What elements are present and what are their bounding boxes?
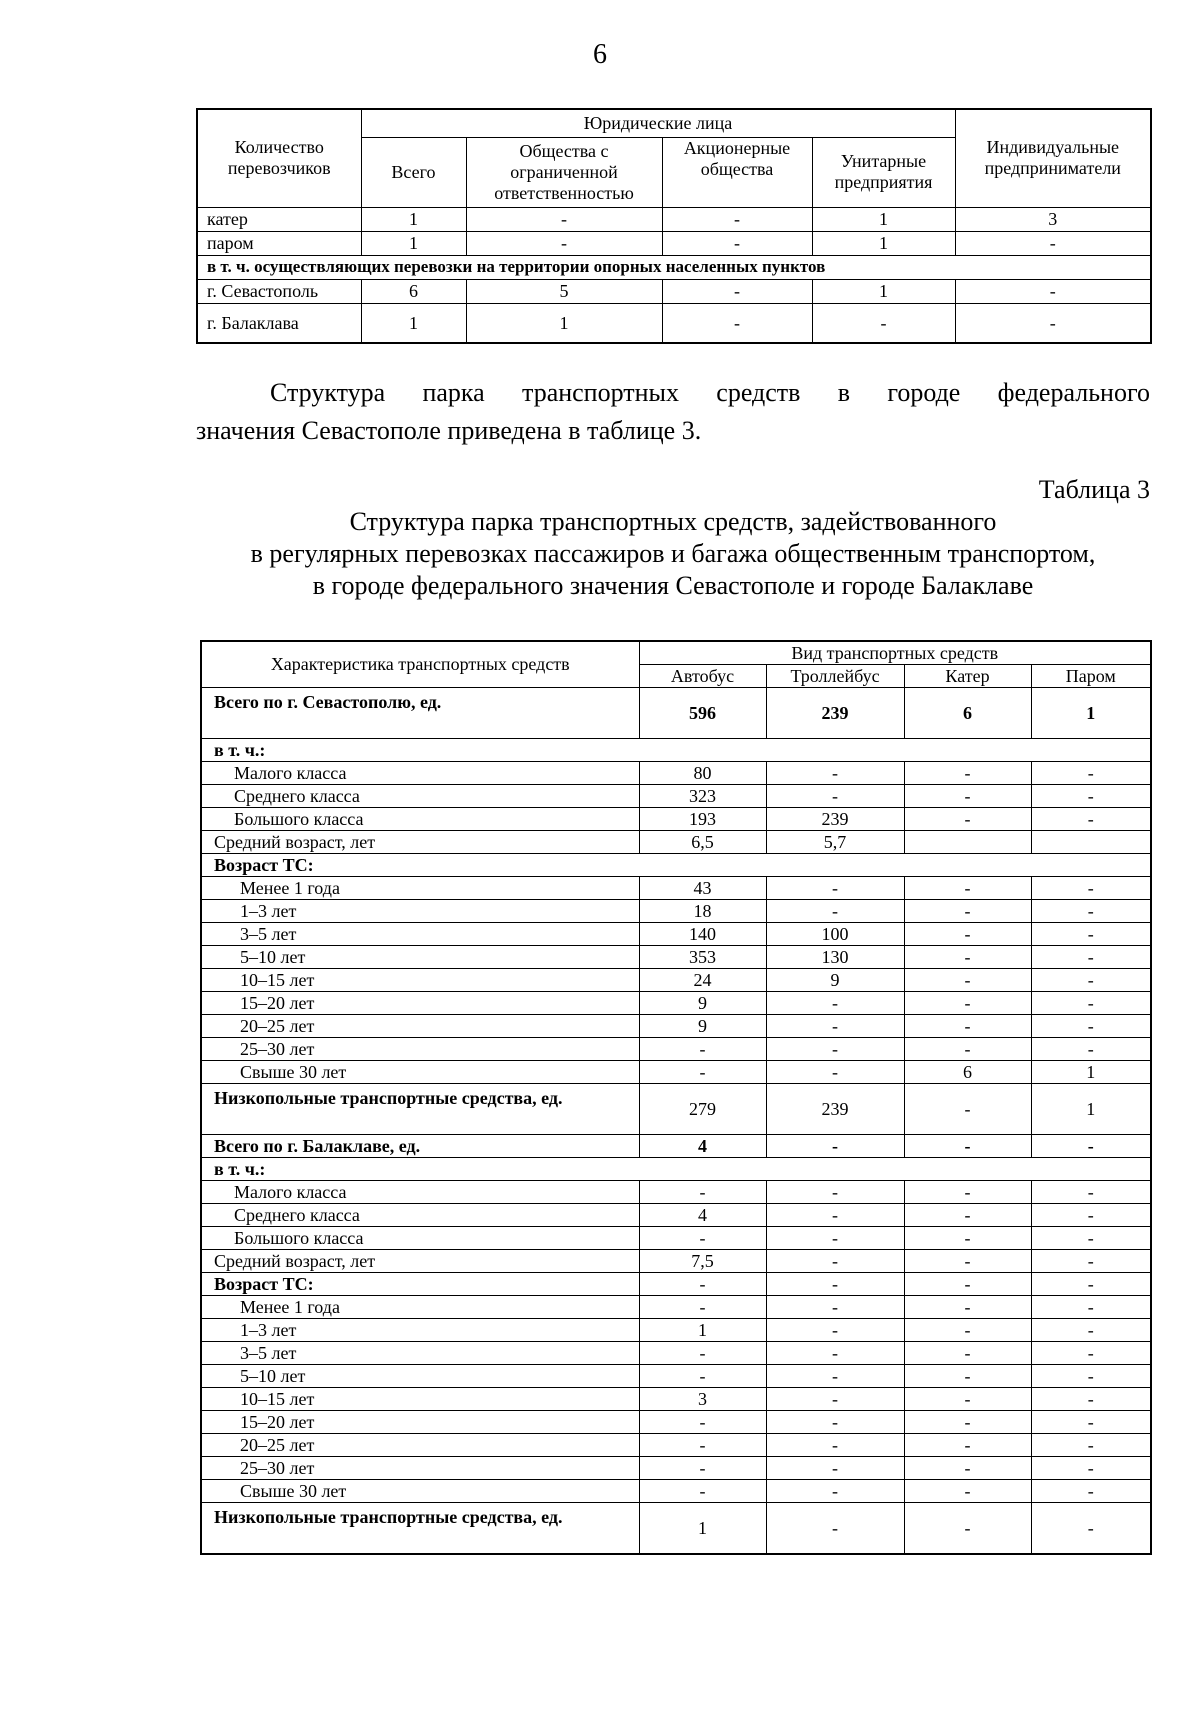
cell-boat: -	[904, 900, 1031, 923]
cell-boat: -	[904, 1296, 1031, 1319]
header-llc: Общества с ограниченной ответственностью	[466, 137, 662, 207]
table-row	[201, 1038, 1151, 1061]
row-label: 20–25 лет	[201, 1434, 639, 1457]
table-title-line-1: Структура парка транспортных средств, задействованного	[349, 507, 997, 536]
cell-trolleybus: 9	[766, 969, 904, 992]
cell-bus: -	[639, 1227, 766, 1250]
table-row	[201, 923, 1151, 946]
cell-trolleybus: -	[766, 762, 904, 785]
table-row	[201, 877, 1151, 900]
cell-trolleybus: -	[766, 877, 904, 900]
cell-bus: -	[639, 1273, 766, 1296]
row-label: 3–5 лет	[201, 1342, 639, 1365]
cell-jsc: -	[662, 207, 812, 231]
cell-boat: -	[904, 1388, 1031, 1411]
cell-trolleybus: -	[766, 1296, 904, 1319]
header-unitary: Унитарные предприятия	[812, 137, 955, 207]
cell-trolleybus: -	[766, 1388, 904, 1411]
span-row-label: в т. ч. осуществляющих перевозки на территории опорных населенных пунктов	[197, 255, 1151, 279]
table-row	[201, 1457, 1151, 1480]
row-label: Возраст ТС:	[201, 1273, 639, 1296]
cell-bus: -	[639, 1061, 766, 1084]
header-carriers-count: Количество перевозчиков	[197, 109, 361, 207]
cell-ferry: -	[1031, 1457, 1151, 1480]
cell-total: 1	[361, 303, 466, 343]
intro-paragraph	[196, 374, 1150, 450]
cell-total: 1	[361, 231, 466, 255]
cell-trolleybus: 239	[766, 1084, 904, 1135]
cell-ferry: -	[1031, 1273, 1151, 1296]
table-row	[201, 946, 1151, 969]
cell-total: 1	[361, 207, 466, 231]
cell-bus: 1	[639, 1503, 766, 1555]
cell-individual: -	[955, 303, 1151, 343]
cell-ferry: -	[1031, 1250, 1151, 1273]
cell-trolleybus: -	[766, 1250, 904, 1273]
cell-ferry: -	[1031, 1204, 1151, 1227]
table-title-line-3: в городе федерального значения Севастополе и городе Балаклаве	[312, 571, 1034, 600]
row-label: 25–30 лет	[201, 1457, 639, 1480]
cell-ferry: -	[1031, 1015, 1151, 1038]
cell-bus: 1	[639, 1319, 766, 1342]
cell-boat: -	[904, 785, 1031, 808]
cell-bus: -	[639, 1457, 766, 1480]
table-row	[201, 1319, 1151, 1342]
cell-trolleybus: 239	[766, 808, 904, 831]
row-label: 25–30 лет	[201, 1038, 639, 1061]
cell-boat: -	[904, 1038, 1031, 1061]
cell-individual: -	[955, 231, 1151, 255]
cell-boat: -	[904, 1503, 1031, 1555]
cell-ferry: -	[1031, 1411, 1151, 1434]
header-jsc: Акционерные общества	[662, 137, 812, 207]
table-row	[201, 1204, 1151, 1227]
cell-bus: 4	[639, 1135, 766, 1158]
cell-bus: 9	[639, 1015, 766, 1038]
cell-ferry: -	[1031, 1296, 1151, 1319]
cell-trolleybus: -	[766, 1038, 904, 1061]
cell-bus: 279	[639, 1084, 766, 1135]
cell-boat: -	[904, 1181, 1031, 1204]
cell-ferry: -	[1031, 1319, 1151, 1342]
cell-llc: 1	[466, 303, 662, 343]
table-row	[201, 1342, 1151, 1365]
cell-unitary: 1	[812, 231, 955, 255]
row-label: 10–15 лет	[201, 969, 639, 992]
row-label: 20–25 лет	[201, 1015, 639, 1038]
cell-ferry: -	[1031, 1038, 1151, 1061]
cell-ferry	[1031, 831, 1151, 854]
header-total: Всего	[361, 137, 466, 207]
table-row	[201, 785, 1151, 808]
cell-boat: -	[904, 1411, 1031, 1434]
cell-jsc: -	[662, 279, 812, 303]
cell-trolleybus: 5,7	[766, 831, 904, 854]
table-row	[201, 1365, 1151, 1388]
cell-boat: -	[904, 762, 1031, 785]
table-row	[201, 992, 1151, 1015]
row-label: Менее 1 года	[201, 1296, 639, 1319]
cell-bus: -	[639, 1181, 766, 1204]
cell-unitary: 1	[812, 207, 955, 231]
cell-ferry: -	[1031, 877, 1151, 900]
table-label: Таблица 3	[1038, 475, 1150, 504]
cell-total: 6	[361, 279, 466, 303]
row-label: Большого класса	[201, 808, 639, 831]
cell-bus: 3	[639, 1388, 766, 1411]
cell-llc: 5	[466, 279, 662, 303]
cell-boat: -	[904, 923, 1031, 946]
cell-trolleybus: 100	[766, 923, 904, 946]
row-label: Средний возраст, лет	[201, 1250, 639, 1273]
row-label: Всего по г. Балаклаве, ед.	[201, 1135, 639, 1158]
row-label: г. Севастополь	[197, 279, 361, 303]
cell-boat: -	[904, 1227, 1031, 1250]
row-label: 15–20 лет	[201, 1411, 639, 1434]
cell-ferry: -	[1031, 1181, 1151, 1204]
cell-unitary: 1	[812, 279, 955, 303]
table-row	[201, 1411, 1151, 1434]
cell-ferry: -	[1031, 785, 1151, 808]
cell-boat: -	[904, 1434, 1031, 1457]
row-label: катер	[197, 207, 361, 231]
cell-trolleybus: -	[766, 1503, 904, 1555]
page-number: 6	[593, 39, 607, 70]
header-bus: Автобус	[639, 665, 766, 688]
incl-label: в т. ч.:	[201, 739, 1151, 762]
cell-boat: -	[904, 808, 1031, 831]
cell-trolleybus: -	[766, 1411, 904, 1434]
row-label: Свыше 30 лет	[201, 1480, 639, 1503]
table-title	[196, 506, 1150, 602]
row-label: 3–5 лет	[201, 923, 639, 946]
table-row	[201, 1480, 1151, 1503]
cell-ferry: -	[1031, 1227, 1151, 1250]
table-row	[201, 1227, 1151, 1250]
cell-boat: -	[904, 1015, 1031, 1038]
table-row	[201, 1388, 1151, 1411]
table-row	[201, 900, 1151, 923]
table-row	[201, 1061, 1151, 1084]
cell-trolleybus: -	[766, 1135, 904, 1158]
cell-bus: 4	[639, 1204, 766, 1227]
cell-bus: 9	[639, 992, 766, 1015]
row-label: Всего по г. Севастополю, ед.	[201, 688, 639, 739]
cell-ferry: 1	[1031, 1084, 1151, 1135]
cell-trolleybus: -	[766, 785, 904, 808]
cell-ferry: -	[1031, 762, 1151, 785]
cell-trolleybus: -	[766, 1480, 904, 1503]
cell-trolleybus: -	[766, 1457, 904, 1480]
cell-llc: -	[466, 207, 662, 231]
cell-trolleybus: -	[766, 1204, 904, 1227]
cell-bus: 353	[639, 946, 766, 969]
table-row	[201, 969, 1151, 992]
row-label: г. Балаклава	[197, 303, 361, 343]
cell-bus: -	[639, 1038, 766, 1061]
table-row	[201, 1158, 1151, 1181]
table-row	[197, 255, 1151, 279]
row-label: Большого класса	[201, 1227, 639, 1250]
cell-bus: 18	[639, 900, 766, 923]
cell-bus: -	[639, 1296, 766, 1319]
cell-bus: -	[639, 1434, 766, 1457]
carriers-table	[196, 108, 1152, 344]
header-characteristic: Характеристика транспортных средств	[201, 641, 639, 688]
cell-bus: 596	[639, 688, 766, 739]
cell-trolleybus: -	[766, 900, 904, 923]
cell-boat: -	[904, 1457, 1031, 1480]
cell-bus: -	[639, 1480, 766, 1503]
cell-bus: -	[639, 1411, 766, 1434]
cell-individual: 3	[955, 207, 1151, 231]
table-row	[201, 808, 1151, 831]
cell-ferry: -	[1031, 969, 1151, 992]
fleet-structure-table	[200, 640, 1152, 1555]
cell-trolleybus: -	[766, 1365, 904, 1388]
incl-label: в т. ч.:	[201, 1158, 1151, 1181]
cell-trolleybus: -	[766, 1434, 904, 1457]
row-label: Низкопольные транспортные средства, ед.	[201, 1503, 639, 1555]
cell-bus: 323	[639, 785, 766, 808]
table-row	[201, 1296, 1151, 1319]
cell-boat: -	[904, 946, 1031, 969]
row-label: Малого класса	[201, 1181, 639, 1204]
cell-bus: -	[639, 1365, 766, 1388]
cell-boat: -	[904, 1250, 1031, 1273]
cell-ferry: -	[1031, 1365, 1151, 1388]
cell-bus: 193	[639, 808, 766, 831]
cell-individual: -	[955, 279, 1151, 303]
cell-llc: -	[466, 231, 662, 255]
cell-trolleybus: -	[766, 1273, 904, 1296]
cell-trolleybus: -	[766, 1342, 904, 1365]
row-label: 5–10 лет	[201, 946, 639, 969]
cell-trolleybus: 130	[766, 946, 904, 969]
row-label: 10–15 лет	[201, 1388, 639, 1411]
cell-ferry: -	[1031, 1503, 1151, 1555]
table-row	[201, 1084, 1151, 1135]
row-label: Среднего класса	[201, 785, 639, 808]
paragraph-line-2: значения Севастополе приведена в таблице 3.	[196, 416, 702, 445]
row-label: 1–3 лет	[201, 900, 639, 923]
cell-boat: -	[904, 1204, 1031, 1227]
cell-bus: 6,5	[639, 831, 766, 854]
cell-boat	[904, 831, 1031, 854]
cell-boat: -	[904, 969, 1031, 992]
table-row	[201, 831, 1151, 854]
table-row	[201, 739, 1151, 762]
cell-bus: 7,5	[639, 1250, 766, 1273]
table-row	[201, 1135, 1151, 1158]
cell-trolleybus: 239	[766, 688, 904, 739]
row-label: 1–3 лет	[201, 1319, 639, 1342]
cell-ferry: 1	[1031, 1061, 1151, 1084]
row-label: Свыше 30 лет	[201, 1061, 639, 1084]
table-row	[201, 854, 1151, 877]
cell-ferry: -	[1031, 1135, 1151, 1158]
cell-ferry: -	[1031, 946, 1151, 969]
cell-trolleybus: -	[766, 1181, 904, 1204]
table-row	[197, 231, 1151, 255]
table-row	[201, 1181, 1151, 1204]
table-row	[201, 1434, 1151, 1457]
row-label: Низкопольные транспортные средства, ед.	[201, 1084, 639, 1135]
cell-ferry: -	[1031, 1480, 1151, 1503]
table-row	[201, 688, 1151, 739]
cell-boat: -	[904, 1480, 1031, 1503]
row-label: Малого класса	[201, 762, 639, 785]
age-header: Возраст ТС:	[201, 854, 1151, 877]
cell-boat: -	[904, 1135, 1031, 1158]
row-label: 15–20 лет	[201, 992, 639, 1015]
cell-bus: 24	[639, 969, 766, 992]
cell-boat: -	[904, 992, 1031, 1015]
cell-jsc: -	[662, 303, 812, 343]
row-label: Среднего класса	[201, 1204, 639, 1227]
cell-ferry: -	[1031, 923, 1151, 946]
cell-bus: 80	[639, 762, 766, 785]
cell-boat: -	[904, 1342, 1031, 1365]
table-row	[201, 1503, 1151, 1555]
row-label: Средний возраст, лет	[201, 831, 639, 854]
row-label: Менее 1 года	[201, 877, 639, 900]
cell-ferry: -	[1031, 992, 1151, 1015]
table-row	[201, 762, 1151, 785]
header-legal-entities: Юридические лица	[361, 109, 955, 137]
row-label: 5–10 лет	[201, 1365, 639, 1388]
cell-ferry: -	[1031, 1434, 1151, 1457]
cell-jsc: -	[662, 231, 812, 255]
table-row	[201, 1015, 1151, 1038]
cell-ferry: -	[1031, 808, 1151, 831]
header-individual: Индивидуальные предприниматели	[955, 109, 1151, 207]
cell-boat: -	[904, 1319, 1031, 1342]
table-row	[201, 1273, 1151, 1296]
cell-unitary: -	[812, 303, 955, 343]
table-row	[201, 1250, 1151, 1273]
table-row	[197, 303, 1151, 343]
cell-trolleybus: -	[766, 1061, 904, 1084]
cell-boat: -	[904, 1365, 1031, 1388]
cell-boat: -	[904, 1084, 1031, 1135]
cell-boat: -	[904, 1273, 1031, 1296]
cell-boat: 6	[904, 688, 1031, 739]
cell-boat: -	[904, 877, 1031, 900]
cell-ferry: 1	[1031, 688, 1151, 739]
cell-ferry: -	[1031, 900, 1151, 923]
row-label: паром	[197, 231, 361, 255]
cell-bus: 140	[639, 923, 766, 946]
table-row	[197, 207, 1151, 231]
header-boat: Катер	[904, 665, 1031, 688]
table-title-line-2: в регулярных перевозках пассажиров и багажа общественным транспортом,	[250, 539, 1096, 568]
cell-bus: 43	[639, 877, 766, 900]
table-row	[197, 279, 1151, 303]
paragraph-line-1: Структура парка транспортных средств в городе федерального	[270, 378, 1150, 407]
cell-boat: 6	[904, 1061, 1031, 1084]
cell-trolleybus: -	[766, 992, 904, 1015]
header-ferry: Паром	[1031, 665, 1151, 688]
cell-trolleybus: -	[766, 1319, 904, 1342]
cell-ferry: -	[1031, 1388, 1151, 1411]
cell-trolleybus: -	[766, 1227, 904, 1250]
cell-bus: -	[639, 1342, 766, 1365]
cell-trolleybus: -	[766, 1015, 904, 1038]
cell-ferry: -	[1031, 1342, 1151, 1365]
header-vehicle-type: Вид транспортных средств	[639, 641, 1151, 665]
header-trolleybus: Троллейбус	[766, 665, 904, 688]
